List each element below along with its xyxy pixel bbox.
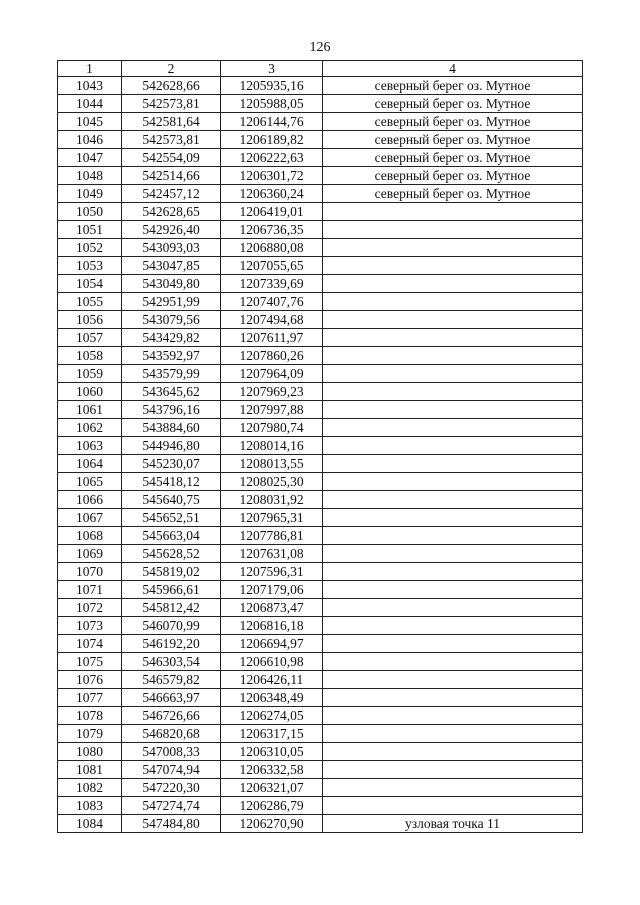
table-row xyxy=(58,671,583,689)
table-row xyxy=(58,239,583,257)
x-coordinate-cell: 546192,20 xyxy=(122,635,221,653)
y-coordinate-cell: 1207611,97 xyxy=(221,329,323,347)
x-coordinate-cell: 542514,66 xyxy=(122,167,221,185)
x-coordinate-cell: 543579,99 xyxy=(122,365,221,383)
point-number-cell: 1079 xyxy=(58,725,122,743)
table-row xyxy=(58,113,583,131)
point-number-cell: 1072 xyxy=(58,599,122,617)
y-coordinate-cell: 1206222,63 xyxy=(221,149,323,167)
y-coordinate-cell: 1207631,08 xyxy=(221,545,323,563)
x-coordinate-cell: 545812,42 xyxy=(122,599,221,617)
x-coordinate-cell: 542628,65 xyxy=(122,203,221,221)
x-coordinate-cell: 543645,62 xyxy=(122,383,221,401)
y-coordinate-cell: 1208031,92 xyxy=(221,491,323,509)
y-coordinate-cell: 1207494,68 xyxy=(221,311,323,329)
point-number-cell: 1076 xyxy=(58,671,122,689)
table-row xyxy=(58,77,583,95)
y-coordinate-cell: 1206310,05 xyxy=(221,743,323,761)
description-cell xyxy=(323,455,583,473)
point-number-cell: 1060 xyxy=(58,383,122,401)
x-coordinate-cell: 543093,03 xyxy=(122,239,221,257)
description-cell: северный берег оз. Мутное xyxy=(323,77,583,95)
y-coordinate-cell: 1207965,31 xyxy=(221,509,323,527)
description-cell xyxy=(323,563,583,581)
point-number-cell: 1057 xyxy=(58,329,122,347)
x-coordinate-cell: 547274,74 xyxy=(122,797,221,815)
y-coordinate-cell: 1207786,81 xyxy=(221,527,323,545)
x-coordinate-cell: 543796,16 xyxy=(122,401,221,419)
description-cell xyxy=(323,761,583,779)
x-coordinate-cell: 545628,52 xyxy=(122,545,221,563)
coordinates-table xyxy=(57,60,583,833)
point-number-cell: 1067 xyxy=(58,509,122,527)
x-coordinate-cell: 546303,54 xyxy=(122,653,221,671)
table-row xyxy=(58,311,583,329)
y-coordinate-cell: 1206301,72 xyxy=(221,167,323,185)
y-coordinate-cell: 1206610,98 xyxy=(221,653,323,671)
point-number-cell: 1069 xyxy=(58,545,122,563)
x-coordinate-cell: 546726,66 xyxy=(122,707,221,725)
page-number: 126 xyxy=(309,40,331,55)
description-cell xyxy=(323,545,583,563)
y-coordinate-cell: 1206426,11 xyxy=(221,671,323,689)
table-row xyxy=(58,779,583,797)
x-coordinate-cell: 542573,81 xyxy=(122,131,221,149)
x-coordinate-cell: 547008,33 xyxy=(122,743,221,761)
point-number-cell: 1064 xyxy=(58,455,122,473)
description-cell xyxy=(323,617,583,635)
description-cell: северный берег оз. Мутное xyxy=(323,167,583,185)
table-row xyxy=(58,797,583,815)
x-coordinate-cell: 544946,80 xyxy=(122,437,221,455)
table-row xyxy=(58,707,583,725)
x-coordinate-cell: 545652,51 xyxy=(122,509,221,527)
x-coordinate-cell: 543047,85 xyxy=(122,257,221,275)
y-coordinate-cell: 1208014,16 xyxy=(221,437,323,455)
y-coordinate-cell: 1207339,69 xyxy=(221,275,323,293)
description-cell: северный берег оз. Мутное xyxy=(323,131,583,149)
point-number-cell: 1051 xyxy=(58,221,122,239)
description-cell xyxy=(323,329,583,347)
x-coordinate-cell: 542951,99 xyxy=(122,293,221,311)
y-coordinate-cell: 1207055,65 xyxy=(221,257,323,275)
table-row xyxy=(58,95,583,113)
point-number-cell: 1055 xyxy=(58,293,122,311)
table-row xyxy=(58,563,583,581)
description-cell xyxy=(323,203,583,221)
column-header-1: 1 xyxy=(58,61,122,77)
point-number-cell: 1078 xyxy=(58,707,122,725)
point-number-cell: 1062 xyxy=(58,419,122,437)
point-number-cell: 1043 xyxy=(58,77,122,95)
y-coordinate-cell: 1207596,31 xyxy=(221,563,323,581)
y-coordinate-cell: 1207179,06 xyxy=(221,581,323,599)
y-coordinate-cell: 1206419,01 xyxy=(221,203,323,221)
table-row xyxy=(58,383,583,401)
description-cell xyxy=(323,725,583,743)
x-coordinate-cell: 545966,61 xyxy=(122,581,221,599)
description-cell xyxy=(323,257,583,275)
description-cell xyxy=(323,581,583,599)
table-body xyxy=(58,77,583,833)
x-coordinate-cell: 542628,66 xyxy=(122,77,221,95)
description-cell xyxy=(323,401,583,419)
column-header-3: 3 xyxy=(221,61,323,77)
table-row xyxy=(58,365,583,383)
y-coordinate-cell: 1207860,26 xyxy=(221,347,323,365)
description-cell xyxy=(323,527,583,545)
table-row xyxy=(58,635,583,653)
point-number-cell: 1061 xyxy=(58,401,122,419)
description-cell xyxy=(323,383,583,401)
description-cell: северный берег оз. Мутное xyxy=(323,113,583,131)
description-cell xyxy=(323,743,583,761)
x-coordinate-cell: 545230,07 xyxy=(122,455,221,473)
point-number-cell: 1056 xyxy=(58,311,122,329)
table-row xyxy=(58,761,583,779)
description-cell: северный берег оз. Мутное xyxy=(323,95,583,113)
table-row xyxy=(58,725,583,743)
table-row xyxy=(58,293,583,311)
y-coordinate-cell: 1206348,49 xyxy=(221,689,323,707)
table-row xyxy=(58,437,583,455)
table-row xyxy=(58,401,583,419)
point-number-cell: 1083 xyxy=(58,797,122,815)
point-number-cell: 1065 xyxy=(58,473,122,491)
point-number-cell: 1047 xyxy=(58,149,122,167)
y-coordinate-cell: 1206274,05 xyxy=(221,707,323,725)
description-cell: узловая точка 11 xyxy=(323,815,583,833)
description-cell xyxy=(323,779,583,797)
table-row xyxy=(58,599,583,617)
description-cell xyxy=(323,437,583,455)
x-coordinate-cell: 546820,68 xyxy=(122,725,221,743)
table-row xyxy=(58,275,583,293)
y-coordinate-cell: 1206332,58 xyxy=(221,761,323,779)
y-coordinate-cell: 1206144,76 xyxy=(221,113,323,131)
point-number-cell: 1071 xyxy=(58,581,122,599)
x-coordinate-cell: 545640,75 xyxy=(122,491,221,509)
x-coordinate-cell: 543592,97 xyxy=(122,347,221,365)
y-coordinate-cell: 1207969,23 xyxy=(221,383,323,401)
y-coordinate-cell: 1206816,18 xyxy=(221,617,323,635)
description-cell xyxy=(323,239,583,257)
x-coordinate-cell: 547220,30 xyxy=(122,779,221,797)
table-row xyxy=(58,689,583,707)
description-cell xyxy=(323,473,583,491)
table-row xyxy=(58,329,583,347)
description-cell xyxy=(323,635,583,653)
table-row xyxy=(58,617,583,635)
y-coordinate-cell: 1206189,82 xyxy=(221,131,323,149)
x-coordinate-cell: 543429,82 xyxy=(122,329,221,347)
y-coordinate-cell: 1207407,76 xyxy=(221,293,323,311)
point-number-cell: 1045 xyxy=(58,113,122,131)
x-coordinate-cell: 547074,94 xyxy=(122,761,221,779)
point-number-cell: 1077 xyxy=(58,689,122,707)
point-number-cell: 1053 xyxy=(58,257,122,275)
x-coordinate-cell: 546663,97 xyxy=(122,689,221,707)
description-cell xyxy=(323,491,583,509)
table-header-row xyxy=(58,61,583,77)
point-number-cell: 1066 xyxy=(58,491,122,509)
x-coordinate-cell: 543884,60 xyxy=(122,419,221,437)
table-row xyxy=(58,581,583,599)
y-coordinate-cell: 1207997,88 xyxy=(221,401,323,419)
table-row xyxy=(58,473,583,491)
description-cell xyxy=(323,797,583,815)
description-cell xyxy=(323,509,583,527)
table-row xyxy=(58,815,583,833)
x-coordinate-cell: 542457,12 xyxy=(122,185,221,203)
point-number-cell: 1044 xyxy=(58,95,122,113)
x-coordinate-cell: 542581,64 xyxy=(122,113,221,131)
point-number-cell: 1059 xyxy=(58,365,122,383)
table-row xyxy=(58,167,583,185)
description-cell xyxy=(323,707,583,725)
column-header-4: 4 xyxy=(323,61,583,77)
description-cell xyxy=(323,689,583,707)
table-row xyxy=(58,545,583,563)
description-cell xyxy=(323,599,583,617)
x-coordinate-cell: 545418,12 xyxy=(122,473,221,491)
point-number-cell: 1075 xyxy=(58,653,122,671)
table-row xyxy=(58,743,583,761)
x-coordinate-cell: 543049,80 xyxy=(122,275,221,293)
y-coordinate-cell: 1206694,97 xyxy=(221,635,323,653)
description-cell xyxy=(323,365,583,383)
point-number-cell: 1084 xyxy=(58,815,122,833)
y-coordinate-cell: 1208025,30 xyxy=(221,473,323,491)
description-cell xyxy=(323,275,583,293)
table-row xyxy=(58,131,583,149)
description-cell xyxy=(323,311,583,329)
table-row xyxy=(58,419,583,437)
point-number-cell: 1063 xyxy=(58,437,122,455)
y-coordinate-cell: 1206321,07 xyxy=(221,779,323,797)
x-coordinate-cell: 542573,81 xyxy=(122,95,221,113)
x-coordinate-cell: 542554,09 xyxy=(122,149,221,167)
point-number-cell: 1082 xyxy=(58,779,122,797)
point-number-cell: 1048 xyxy=(58,167,122,185)
x-coordinate-cell: 542926,40 xyxy=(122,221,221,239)
y-coordinate-cell: 1207980,74 xyxy=(221,419,323,437)
point-number-cell: 1074 xyxy=(58,635,122,653)
y-coordinate-cell: 1207964,09 xyxy=(221,365,323,383)
description-cell: северный берег оз. Мутное xyxy=(323,149,583,167)
x-coordinate-cell: 546579,82 xyxy=(122,671,221,689)
x-coordinate-cell: 543079,56 xyxy=(122,311,221,329)
point-number-cell: 1050 xyxy=(58,203,122,221)
point-number-cell: 1080 xyxy=(58,743,122,761)
x-coordinate-cell: 547484,80 xyxy=(122,815,221,833)
y-coordinate-cell: 1206360,24 xyxy=(221,185,323,203)
description-cell xyxy=(323,671,583,689)
point-number-cell: 1070 xyxy=(58,563,122,581)
y-coordinate-cell: 1205988,05 xyxy=(221,95,323,113)
x-coordinate-cell: 545663,04 xyxy=(122,527,221,545)
table-row xyxy=(58,653,583,671)
y-coordinate-cell: 1206270,90 xyxy=(221,815,323,833)
y-coordinate-cell: 1206873,47 xyxy=(221,599,323,617)
table-row xyxy=(58,509,583,527)
y-coordinate-cell: 1206317,15 xyxy=(221,725,323,743)
description-cell xyxy=(323,653,583,671)
y-coordinate-cell: 1205935,16 xyxy=(221,77,323,95)
description-cell xyxy=(323,221,583,239)
table-row xyxy=(58,203,583,221)
y-coordinate-cell: 1208013,55 xyxy=(221,455,323,473)
description-cell xyxy=(323,293,583,311)
column-header-2: 2 xyxy=(122,61,221,77)
table-row xyxy=(58,221,583,239)
y-coordinate-cell: 1206880,08 xyxy=(221,239,323,257)
point-number-cell: 1052 xyxy=(58,239,122,257)
point-number-cell: 1058 xyxy=(58,347,122,365)
y-coordinate-cell: 1206286,79 xyxy=(221,797,323,815)
point-number-cell: 1054 xyxy=(58,275,122,293)
table-row xyxy=(58,185,583,203)
table-row xyxy=(58,491,583,509)
point-number-cell: 1073 xyxy=(58,617,122,635)
point-number-cell: 1046 xyxy=(58,131,122,149)
description-cell xyxy=(323,419,583,437)
table-row xyxy=(58,257,583,275)
table-row xyxy=(58,455,583,473)
description-cell: северный берег оз. Мутное xyxy=(323,185,583,203)
description-cell xyxy=(323,347,583,365)
point-number-cell: 1081 xyxy=(58,761,122,779)
x-coordinate-cell: 545819,02 xyxy=(122,563,221,581)
table-row xyxy=(58,347,583,365)
point-number-cell: 1068 xyxy=(58,527,122,545)
y-coordinate-cell: 1206736,35 xyxy=(221,221,323,239)
x-coordinate-cell: 546070,99 xyxy=(122,617,221,635)
table-row xyxy=(58,149,583,167)
point-number-cell: 1049 xyxy=(58,185,122,203)
table-row xyxy=(58,527,583,545)
